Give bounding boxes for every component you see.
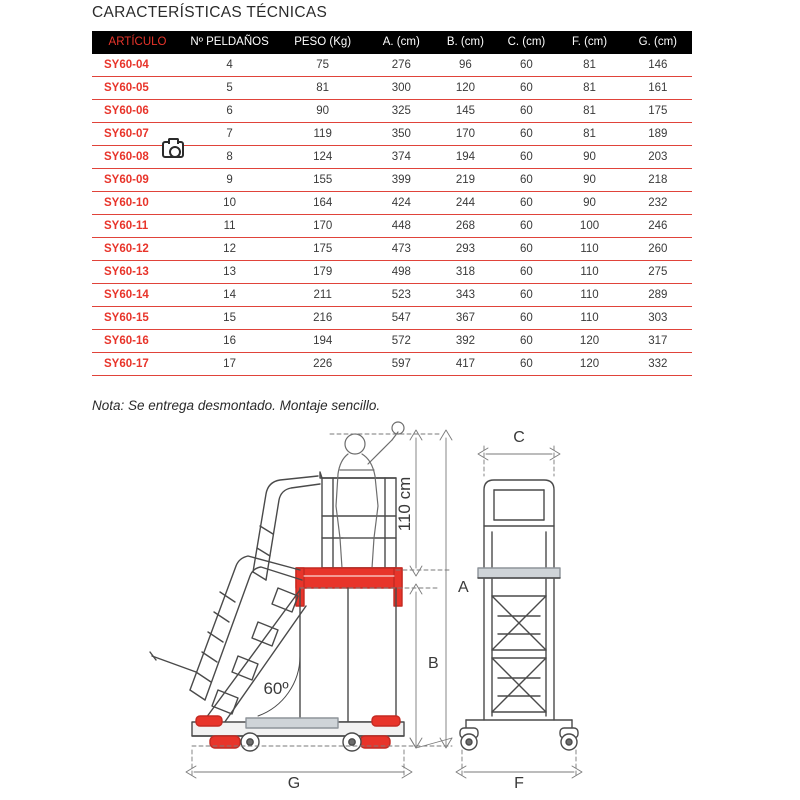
cell-articulo: SY60-14 (92, 284, 183, 307)
cell-articulo: SY60-11 (92, 215, 183, 238)
column-header-a: A. (cm) (369, 31, 433, 54)
cell-g: 146 (624, 54, 692, 77)
cell-peso: 119 (276, 123, 369, 146)
cell-g: 218 (624, 169, 692, 192)
column-header-peso: PESO (Kg) (276, 31, 369, 54)
cell-articulo: SY60-07 (92, 123, 183, 146)
cell-peldanos: 9 (183, 169, 276, 192)
cell-articulo: SY60-16 (92, 330, 183, 353)
cell-peldanos: 6 (183, 100, 276, 123)
dim-g-label: G (287, 775, 301, 792)
cell-b: 96 (433, 54, 497, 77)
cell-peldanos: 10 (183, 192, 276, 215)
cell-peldanos: 17 (183, 353, 276, 376)
cell-g: 260 (624, 238, 692, 261)
cell-f: 110 (555, 261, 623, 284)
cell-peldanos: 13 (183, 261, 276, 284)
cell-f: 81 (555, 77, 623, 100)
page-title: CARACTERÍSTICAS TÉCNICAS (92, 4, 328, 21)
dim-b-label: B (428, 655, 439, 672)
cell-g: 317 (624, 330, 692, 353)
cell-f: 90 (555, 169, 623, 192)
table-row (92, 353, 692, 376)
table-row (92, 169, 692, 192)
cell-articulo: SY60-13 (92, 261, 183, 284)
cell-articulo: SY60-17 (92, 353, 183, 376)
cell-b: 367 (433, 307, 497, 330)
table-row (92, 261, 692, 284)
product-diagram (0, 420, 800, 800)
cell-peldanos: 12 (183, 238, 276, 261)
cell-peso: 194 (276, 330, 369, 353)
cell-articulo: SY60-10 (92, 192, 183, 215)
cell-f: 110 (555, 238, 623, 261)
cell-b: 343 (433, 284, 497, 307)
cell-b: 194 (433, 146, 497, 169)
cell-peldanos: 5 (183, 77, 276, 100)
cell-b: 268 (433, 215, 497, 238)
cell-a: 350 (369, 123, 433, 146)
cell-articulo: SY60-09 (92, 169, 183, 192)
dim-f-label: F (514, 775, 524, 792)
cell-f: 81 (555, 54, 623, 77)
technical-specs-table (92, 31, 692, 376)
cell-f: 100 (555, 215, 623, 238)
cell-peso: 155 (276, 169, 369, 192)
cell-g: 332 (624, 353, 692, 376)
cell-c: 60 (497, 77, 555, 100)
cell-b: 219 (433, 169, 497, 192)
cell-a: 597 (369, 353, 433, 376)
column-header-b: B. (cm) (433, 31, 497, 54)
dim-a-label: A (458, 579, 469, 596)
cell-peso: 164 (276, 192, 369, 215)
cell-g: 189 (624, 123, 692, 146)
cell-a: 399 (369, 169, 433, 192)
cell-peso: 124 (276, 146, 369, 169)
cell-a: 300 (369, 77, 433, 100)
column-header-articulo: ARTÍCULO (92, 31, 183, 54)
cell-a: 572 (369, 330, 433, 353)
cell-a: 547 (369, 307, 433, 330)
table-row (92, 215, 692, 238)
cell-articulo: SY60-08 (92, 146, 183, 169)
cell-f: 120 (555, 353, 623, 376)
cell-a: 374 (369, 146, 433, 169)
cell-a: 498 (369, 261, 433, 284)
cell-a: 473 (369, 238, 433, 261)
camera-icon (162, 141, 184, 158)
dim-height-label: 110 cm (395, 476, 414, 532)
column-header-f: F. (cm) (555, 31, 623, 54)
cell-peso: 170 (276, 215, 369, 238)
cell-b: 170 (433, 123, 497, 146)
dim-c-label: C (513, 429, 525, 446)
cell-peldanos: 4 (183, 54, 276, 77)
cell-c: 60 (497, 123, 555, 146)
table-row (92, 307, 692, 330)
cell-peso: 90 (276, 100, 369, 123)
cell-g: 161 (624, 77, 692, 100)
cell-g: 175 (624, 100, 692, 123)
cell-peldanos: 16 (183, 330, 276, 353)
cell-g: 303 (624, 307, 692, 330)
cell-g: 275 (624, 261, 692, 284)
cell-b: 392 (433, 330, 497, 353)
table-row (92, 238, 692, 261)
cell-peso: 226 (276, 353, 369, 376)
cell-g: 232 (624, 192, 692, 215)
table-row (92, 284, 692, 307)
cell-f: 81 (555, 100, 623, 123)
cell-c: 60 (497, 100, 555, 123)
cell-articulo: SY60-04 (92, 54, 183, 77)
cell-a: 523 (369, 284, 433, 307)
cell-c: 60 (497, 353, 555, 376)
cell-a: 325 (369, 100, 433, 123)
cell-articulo: SY60-15 (92, 307, 183, 330)
cell-f: 90 (555, 146, 623, 169)
cell-c: 60 (497, 330, 555, 353)
cell-f: 120 (555, 330, 623, 353)
column-header-g: G. (cm) (624, 31, 692, 54)
cell-c: 60 (497, 146, 555, 169)
table-row (92, 54, 692, 77)
cell-peldanos: 14 (183, 284, 276, 307)
cell-c: 60 (497, 238, 555, 261)
table-row (92, 192, 692, 215)
cell-peldanos: 11 (183, 215, 276, 238)
assembly-note: Nota: Se entrega desmontado. Montaje sencillo. (92, 398, 381, 413)
table-row (92, 77, 692, 100)
cell-peso: 216 (276, 307, 369, 330)
cell-peso: 75 (276, 54, 369, 77)
cell-f: 110 (555, 284, 623, 307)
cell-f: 90 (555, 192, 623, 215)
cell-peldanos: 7 (183, 123, 276, 146)
column-header-c: C. (cm) (497, 31, 555, 54)
cell-peso: 211 (276, 284, 369, 307)
angle-label: 60º (263, 679, 289, 698)
cell-g: 246 (624, 215, 692, 238)
cell-g: 289 (624, 284, 692, 307)
cell-f: 110 (555, 307, 623, 330)
cell-peldanos: 15 (183, 307, 276, 330)
cell-c: 60 (497, 261, 555, 284)
cell-c: 60 (497, 284, 555, 307)
cell-c: 60 (497, 54, 555, 77)
cell-peso: 175 (276, 238, 369, 261)
cell-articulo: SY60-12 (92, 238, 183, 261)
cell-peso: 179 (276, 261, 369, 284)
cell-articulo: SY60-06 (92, 100, 183, 123)
cell-c: 60 (497, 192, 555, 215)
cell-a: 424 (369, 192, 433, 215)
cell-a: 276 (369, 54, 433, 77)
cell-articulo: SY60-05 (92, 77, 183, 100)
cell-b: 417 (433, 353, 497, 376)
cell-peldanos: 8 (183, 146, 276, 169)
cell-b: 318 (433, 261, 497, 284)
cell-b: 120 (433, 77, 497, 100)
cell-g: 203 (624, 146, 692, 169)
table-row (92, 100, 692, 123)
cell-c: 60 (497, 215, 555, 238)
cell-c: 60 (497, 307, 555, 330)
column-header-peldanos: Nº PELDAÑOS (183, 31, 276, 54)
table-header-row (92, 31, 692, 54)
cell-a: 448 (369, 215, 433, 238)
cell-c: 60 (497, 169, 555, 192)
cell-b: 145 (433, 100, 497, 123)
cell-b: 293 (433, 238, 497, 261)
cell-peso: 81 (276, 77, 369, 100)
cell-b: 244 (433, 192, 497, 215)
cell-f: 81 (555, 123, 623, 146)
table-row (92, 330, 692, 353)
